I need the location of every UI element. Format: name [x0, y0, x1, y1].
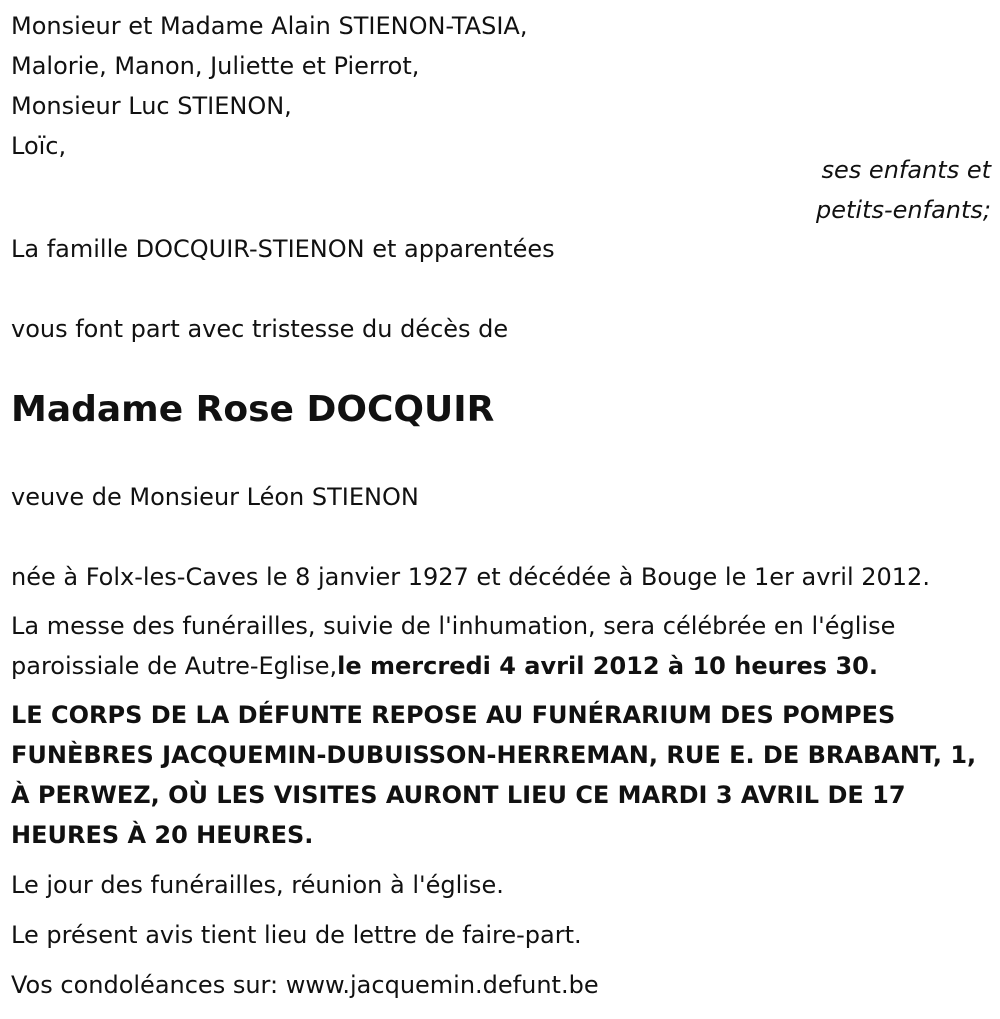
family-line-1: Monsieur et Madame Alain STIENON-TASIA, — [11, 12, 528, 40]
relation-line-1: ses enfants et — [821, 156, 991, 184]
announcement: vous font part avec tristesse du décès de — [11, 315, 509, 343]
visit-line-3: À PERWEZ, OÙ LES VISITES AURONT LIEU CE MARDI 3 AVRIL DE 17 — [11, 781, 906, 809]
meeting-info: Le jour des funérailles, réunion à l'église. — [11, 871, 504, 899]
birth-death: née à Folx-les-Caves le 8 janvier 1927 et décédée à Bouge le 1er avril 2012. — [11, 563, 930, 591]
notice-info: Le présent avis tient lieu de lettre de faire-part. — [11, 921, 582, 949]
relation-line-2: petits-enfants; — [816, 196, 991, 224]
family-line-2: Malorie, Manon, Juliette et Pierrot, — [11, 52, 420, 80]
mass-line-2-text: paroissiale de Autre-Eglise, — [11, 652, 338, 680]
mass-line-2 — [11, 646, 878, 686]
mass-date-time: le mercredi 4 avril 2012 à 10 heures 30. — [337, 652, 878, 680]
deceased-name: Madame Rose DOCQUIR — [11, 389, 495, 430]
family-line-5: La famille DOCQUIR-STIENON et apparentées — [11, 235, 555, 263]
widow-of: veuve de Monsieur Léon STIENON — [11, 483, 419, 511]
family-line-3: Monsieur Luc STIENON, — [11, 92, 292, 120]
visit-line-4: HEURES À 20 HEURES. — [11, 821, 314, 849]
mass-line-1: La messe des funérailles, suivie de l'inhumation, sera célébrée en l'église — [11, 612, 896, 640]
condolences-info: Vos condoléances sur: www.jacquemin.defunt.be — [11, 971, 599, 999]
visit-line-1: LE CORPS DE LA DÉFUNTE REPOSE AU FUNÉRARIUM DES POMPES — [11, 701, 896, 729]
family-line-4: Loïc, — [11, 132, 67, 160]
visit-line-2: FUNÈBRES JACQUEMIN-DUBUISSON-HERREMAN, RUE E. DE BRABANT, 1, — [11, 741, 977, 769]
